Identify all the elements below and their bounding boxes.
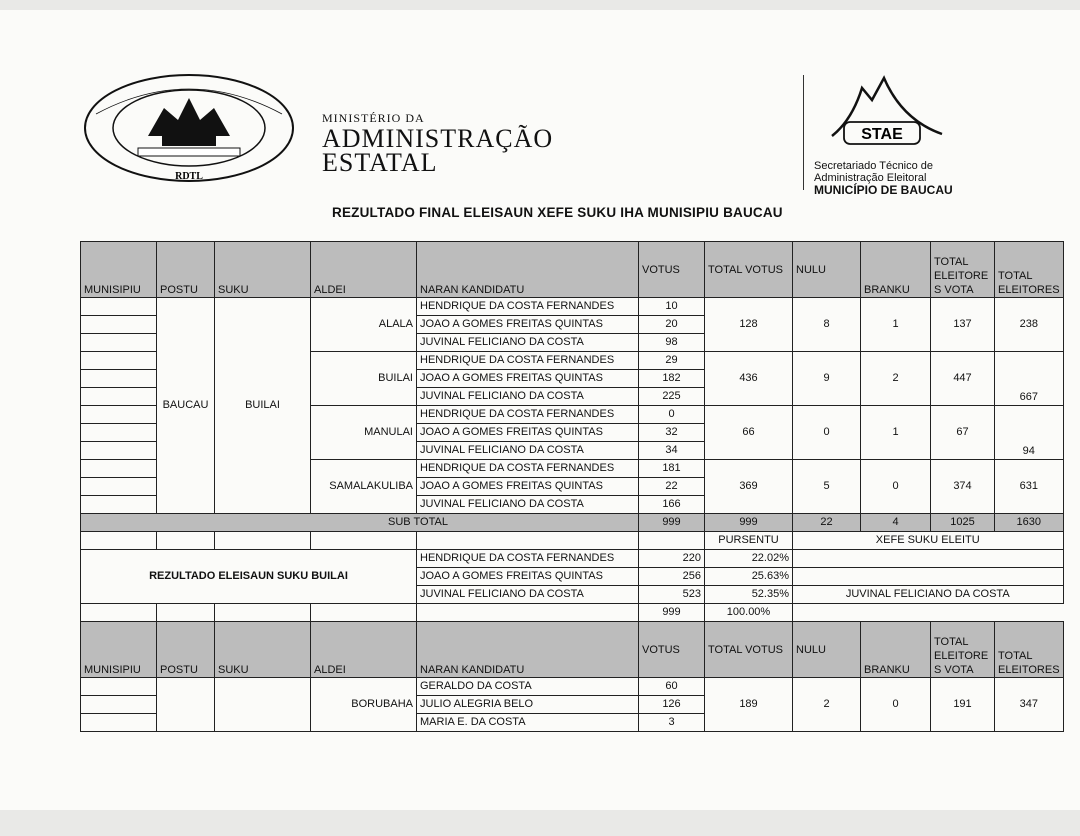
empty-cell — [417, 604, 639, 622]
result-header-row — [81, 532, 1064, 550]
candidate-votes: 220 — [639, 550, 705, 568]
col-suku: SUKU — [215, 622, 311, 678]
subtotal-total-vota: 1025 — [931, 514, 995, 532]
results-table — [80, 241, 1064, 732]
pursentu-label: PURSENTU — [705, 532, 793, 550]
candidate-pct: 22.02% — [705, 550, 793, 568]
candidate-name: HENDRIQUE DA COSTA FERNANDES — [417, 406, 639, 424]
col-votus: VOTUS — [639, 242, 705, 298]
suku-cell: BUILAI — [215, 298, 311, 514]
candidate-name: JOAO A GOMES FREITAS QUINTAS — [417, 424, 639, 442]
candidate-votes: 523 — [639, 586, 705, 604]
total-eleitores-cell: 667 — [995, 352, 1064, 406]
col-total-votus: TOTAL VOTUS — [705, 242, 793, 298]
candidate-name: JUVINAL FELICIANO DA COSTA — [417, 442, 639, 460]
candidate-name: JOAO A GOMES FREITAS QUINTAS — [417, 478, 639, 496]
empty-cell — [215, 604, 311, 622]
result-label: REZULTADO ELEISAUN SUKU BUILAI — [81, 550, 417, 604]
total-votus-cell: 66 — [705, 406, 793, 460]
munisipiu-cell — [81, 334, 157, 352]
ministry-line-1: MINISTÉRIO DA — [322, 111, 425, 125]
candidate-name: JULIO ALEGRIA BELO — [417, 696, 639, 714]
candidate-votes: 3 — [639, 714, 705, 732]
result-row — [81, 550, 1064, 568]
munisipiu-cell — [81, 406, 157, 424]
postu-cell: BAUCAU — [157, 298, 215, 514]
candidate-name: JUVINAL FELICIANO DA COSTA — [417, 586, 639, 604]
total-vota-cell: 374 — [931, 460, 995, 514]
subtotal-nulu: 22 — [793, 514, 861, 532]
candidate-votes: 98 — [639, 334, 705, 352]
stae-caption — [814, 160, 953, 196]
munisipiu-cell — [81, 370, 157, 388]
col-votus: VOTUS — [639, 622, 705, 678]
candidate-name: JUVINAL FELICIANO DA COSTA — [417, 334, 639, 352]
total-votus-cell: 436 — [705, 352, 793, 406]
candidate-votes: 166 — [639, 496, 705, 514]
aldei-cell: ALALA — [311, 298, 417, 352]
empty-cell — [311, 532, 417, 550]
result-total-row — [81, 604, 1064, 622]
ministry-line-3: ESTATAL — [322, 148, 438, 177]
candidate-name: HENDRIQUE DA COSTA FERNANDES — [417, 298, 639, 316]
col-naran: NARAN KANDIDATU — [417, 622, 639, 678]
total-vota-cell: 191 — [931, 678, 995, 732]
col-postu: POSTU — [157, 622, 215, 678]
candidate-name: GERALDO DA COSTA — [417, 678, 639, 696]
col-branku: BRANKU — [861, 242, 931, 298]
header-divider — [803, 75, 804, 190]
total-votus-cell: 128 — [705, 298, 793, 352]
col-total-vota: TOTAL ELEITORE S VOTA — [931, 242, 995, 298]
empty-cell — [157, 532, 215, 550]
nulu-cell: 2 — [793, 678, 861, 732]
branku-cell: 1 — [861, 298, 931, 352]
branku-cell: 2 — [861, 352, 931, 406]
total-votus-cell: 369 — [705, 460, 793, 514]
aldei-cell: SAMALAKULIBA — [311, 460, 417, 514]
svg-text:RDTL: RDTL — [175, 171, 203, 182]
aldei-cell: MANULAI — [311, 406, 417, 460]
empty-cell — [311, 604, 417, 622]
candidate-votes: 181 — [639, 460, 705, 478]
empty-cell — [81, 532, 157, 550]
empty-cell — [639, 532, 705, 550]
result-total-pct: 100.00% — [705, 604, 793, 622]
candidate-votes: 32 — [639, 424, 705, 442]
candidate-votes: 256 — [639, 568, 705, 586]
candidate-votes: 182 — [639, 370, 705, 388]
munisipiu-cell — [81, 496, 157, 514]
col-suku: SUKU — [215, 242, 311, 298]
postu-cell — [157, 678, 215, 732]
candidate-name: HENDRIQUE DA COSTA FERNANDES — [417, 352, 639, 370]
empty-cell — [81, 604, 157, 622]
stae-line-2: Administração Eleitoral — [814, 172, 927, 184]
elected-name: JUVINAL FELICIANO DA COSTA — [793, 586, 1064, 604]
munisipiu-cell — [81, 678, 157, 696]
candidate-name: JOAO A GOMES FREITAS QUINTAS — [417, 568, 639, 586]
col-total-vota: TOTAL ELEITORE S VOTA — [931, 622, 995, 678]
empty-cell — [417, 532, 639, 550]
candidate-name: JOAO A GOMES FREITAS QUINTAS — [417, 370, 639, 388]
candidate-votes: 22 — [639, 478, 705, 496]
col-aldei: ALDEI — [311, 242, 417, 298]
candidate-votes: 20 — [639, 316, 705, 334]
candidate-name: JUVINAL FELICIANO DA COSTA — [417, 388, 639, 406]
candidate-votes: 225 — [639, 388, 705, 406]
subtotal-total-votus: 999 — [705, 514, 793, 532]
col-munisipiu: MUNISIPIU — [81, 622, 157, 678]
document-title: REZULTADO FINAL ELEISAUN XEFE SUKU IHA MUNISIPIU BAUCAU — [332, 205, 783, 220]
subtotal-label: SUB TOTAL — [81, 514, 639, 532]
aldei-cell: BORUBAHA — [311, 678, 417, 732]
candidate-votes: 10 — [639, 298, 705, 316]
candidate-pct: 52.35% — [705, 586, 793, 604]
table-header-2 — [81, 622, 1064, 678]
total-eleitores-cell: 631 — [995, 460, 1064, 514]
empty-cell — [793, 604, 1064, 622]
total-vota-cell: 137 — [931, 298, 995, 352]
total-votus-cell: 189 — [705, 678, 793, 732]
empty-cell — [157, 604, 215, 622]
total-vota-cell: 447 — [931, 352, 995, 406]
subtotal-total-eleitores: 1630 — [995, 514, 1064, 532]
empty-cell — [793, 568, 1064, 586]
ministry-name — [322, 112, 553, 176]
munisipiu-cell — [81, 298, 157, 316]
nulu-cell: 0 — [793, 406, 861, 460]
col-nulu: NULU — [793, 622, 861, 678]
munisipiu-cell — [81, 442, 157, 460]
munisipiu-cell — [81, 316, 157, 334]
total-eleitores-cell: 238 — [995, 298, 1064, 352]
table-row — [81, 298, 1064, 316]
munisipiu-cell — [81, 460, 157, 478]
subtotal-branku: 4 — [861, 514, 931, 532]
candidate-pct: 25.63% — [705, 568, 793, 586]
ministry-line-2: ADMINISTRAÇÃO — [322, 124, 554, 153]
nulu-cell: 9 — [793, 352, 861, 406]
munisipiu-cell — [81, 714, 157, 732]
total-eleitores-cell: 347 — [995, 678, 1064, 732]
col-naran: NARAN KANDIDATU — [417, 242, 639, 298]
candidate-votes: 34 — [639, 442, 705, 460]
candidate-name: HENDRIQUE DA COSTA FERNANDES — [417, 460, 639, 478]
col-total-eleitores: TOTAL ELEITORES — [995, 622, 1064, 678]
nulu-cell: 5 — [793, 460, 861, 514]
col-branku: BRANKU — [861, 622, 931, 678]
munisipiu-cell — [81, 478, 157, 496]
candidate-votes: 29 — [639, 352, 705, 370]
col-total-eleitores: TOTAL ELEITORES — [995, 242, 1064, 298]
candidate-name: HENDRIQUE DA COSTA FERNANDES — [417, 550, 639, 568]
xefe-label: XEFE SUKU ELEITU — [793, 532, 1064, 550]
candidate-name: MARIA E. DA COSTA — [417, 714, 639, 732]
empty-cell — [793, 550, 1064, 568]
munisipiu-cell — [81, 424, 157, 442]
col-aldei: ALDEI — [311, 622, 417, 678]
munisipiu-cell — [81, 696, 157, 714]
munisipiu-cell — [81, 352, 157, 370]
table-header — [81, 242, 1064, 298]
table-row — [81, 678, 1064, 696]
munisipiu-cell — [81, 388, 157, 406]
result-total-votes: 999 — [639, 604, 705, 622]
nulu-cell: 8 — [793, 298, 861, 352]
col-nulu: NULU — [793, 242, 861, 298]
candidate-votes: 0 — [639, 406, 705, 424]
subtotal-row — [81, 514, 1064, 532]
col-postu: POSTU — [157, 242, 215, 298]
stae-line-3: MUNICÍPIO DE BAUCAU — [814, 183, 953, 197]
total-eleitores-cell: 94 — [995, 406, 1064, 460]
branku-cell: 0 — [861, 678, 931, 732]
stae-line-1: Secretariado Técnico de — [814, 160, 934, 172]
candidate-votes: 60 — [639, 678, 705, 696]
candidate-votes: 126 — [639, 696, 705, 714]
col-munisipiu: MUNISIPIU — [81, 242, 157, 298]
aldei-cell: BUILAI — [311, 352, 417, 406]
total-vota-cell: 67 — [931, 406, 995, 460]
candidate-name: JOAO A GOMES FREITAS QUINTAS — [417, 316, 639, 334]
branku-cell: 0 — [861, 460, 931, 514]
candidate-name: JUVINAL FELICIANO DA COSTA — [417, 496, 639, 514]
suku-cell — [215, 678, 311, 732]
rdtl-emblem-icon — [82, 74, 296, 186]
stae-logo-icon — [814, 70, 964, 160]
branku-cell: 1 — [861, 406, 931, 460]
subtotal-votus: 999 — [639, 514, 705, 532]
empty-cell — [215, 532, 311, 550]
col-total-votus: TOTAL VOTUS — [705, 622, 793, 678]
svg-text:STAE: STAE — [861, 126, 903, 143]
